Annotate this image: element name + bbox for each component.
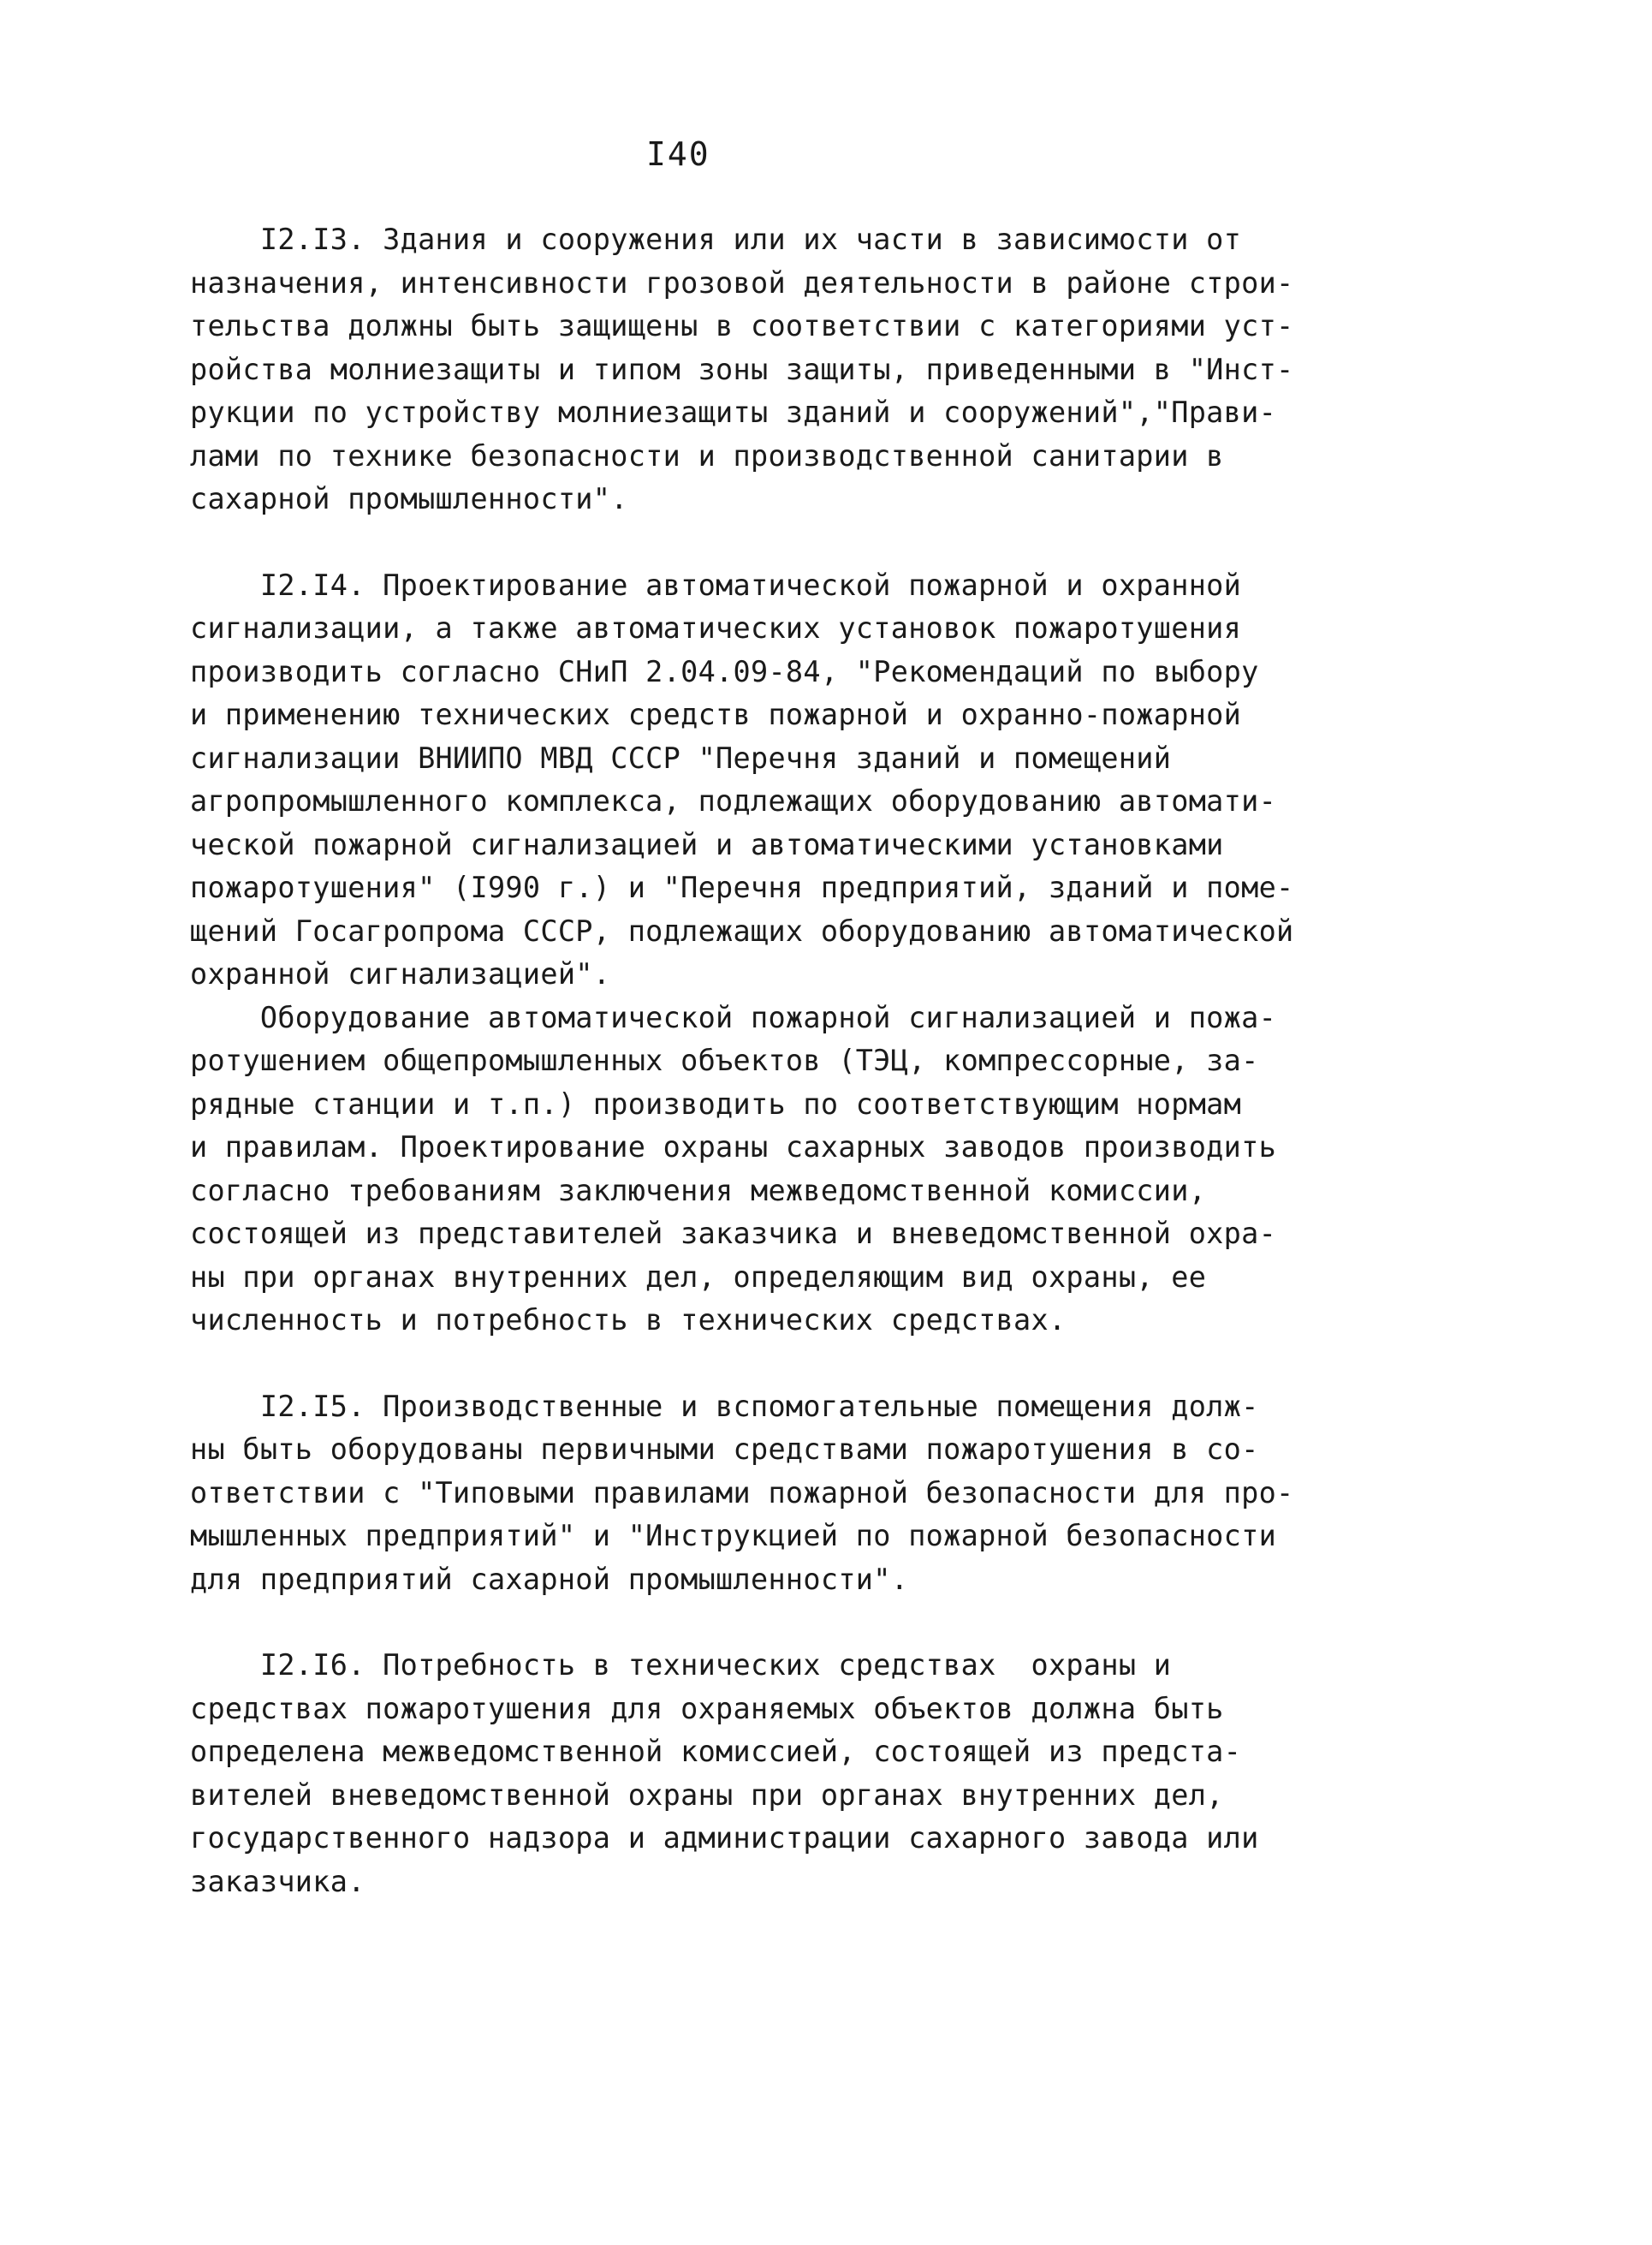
text-line: I2.I5. Производственные и вспомогательные помещения долж-	[190, 1389, 1259, 1423]
text-line: ны быть оборудованы первичными средствами пожаротушения в со-	[190, 1432, 1259, 1466]
page-number: I40	[646, 135, 710, 173]
text-line: сахарной промышленности".	[190, 482, 628, 515]
text-line: заказчика.	[190, 1864, 365, 1898]
text-line: ротушением общепромышленных объектов (ТЭЦ, компрессорные, за-	[190, 1044, 1259, 1077]
paragraph	[190, 997, 1277, 1343]
text-line: производить согласно СНиП 2.04.09-84, "Рекомендаций по выбору	[190, 654, 1259, 688]
paragraph	[190, 1385, 1294, 1602]
paragraph	[190, 1644, 1277, 1903]
text-line: ответствии с "Типовыми правилами пожарной безопасности для про-	[190, 1475, 1294, 1510]
text-line: пожаротушения" (I990 г.) и "Перечня предприятий, зданий и поме-	[190, 871, 1294, 904]
section-12-16	[190, 1644, 1277, 1903]
text-line: I2.I6. Потребность в технических средствах охраны и	[190, 1648, 1172, 1682]
text-line: I2.I3. Здания и сооружения или их части в зависимости от	[190, 223, 1242, 256]
text-line: ны при органах внутренних дел, определяющим вид охраны, ее	[190, 1259, 1207, 1294]
text-line: назначения, интенсивности грозовой деятельности в районе строи-	[190, 265, 1294, 300]
paragraph	[190, 564, 1294, 997]
text-line: сигнализации, а также автоматических установок пожаротушения	[190, 611, 1242, 645]
document-body	[190, 218, 1294, 1946]
text-line: рукции по устройству молниезащиты зданий и сооружений","Прави-	[190, 396, 1277, 429]
text-line: и применению технических средств пожарной и охранно-пожарной	[190, 698, 1242, 731]
text-line: численность и потребность в технических средствах.	[190, 1303, 1067, 1337]
text-line: ройства молниезащиты и типом зоны защиты, приведенными в "Инст-	[190, 352, 1294, 386]
text-line: средствах пожаротушения для охраняемых объектов должна быть	[190, 1691, 1224, 1725]
text-line: ческой пожарной сигнализацией и автоматическими установками	[190, 827, 1224, 861]
section-12-13	[190, 218, 1294, 521]
text-line: рядные станции и т.п.) производить по соответствующим нормам	[190, 1087, 1242, 1121]
text-line: сигнализации ВНИИПО МВД СССР "Перечня зданий и помещений	[190, 741, 1172, 775]
text-line: вителей вневедомственной охраны при органах внутренних дел,	[190, 1778, 1224, 1812]
text-line: для предприятий сахарной промышленности".	[190, 1562, 909, 1596]
text-line: охранной сигнализацией".	[190, 957, 611, 991]
text-line: лами по технике безопасности и производственной санитарии в	[190, 438, 1224, 473]
text-line: агропромышленного комплекса, подлежащих оборудованию автомати-	[190, 784, 1277, 818]
text-line: щений Госагропрома СССР, подлежащих оборудованию автоматической	[190, 914, 1294, 948]
text-line: тельства должны быть защищены в соответствии с категориями уст-	[190, 309, 1294, 342]
section-12-15	[190, 1385, 1294, 1602]
text-line: мышленных предприятий" и "Инструкцией по пожарной безопасности	[190, 1519, 1277, 1552]
section-12-14	[190, 564, 1294, 997]
text-line: и правилам. Проектирование охраны сахарных заводов производить	[190, 1130, 1277, 1164]
section-12-14-continuation	[190, 997, 1277, 1343]
text-line: согласно требованиям заключения межведомственной комиссии,	[190, 1173, 1207, 1207]
text-line: I2.I4. Проектирование автоматической пожарной и охранной	[190, 568, 1242, 602]
text-line: Оборудование автоматической пожарной сигнализацией и пожа-	[190, 1000, 1277, 1034]
text-line: определена межведомственной комиссией, состоящей из предста-	[190, 1735, 1242, 1768]
paragraph	[190, 218, 1294, 521]
text-line: государственного надзора и администрации сахарного завода или	[190, 1821, 1259, 1855]
text-line: состоящей из представителей заказчика и вневедомственной охра-	[190, 1217, 1277, 1250]
